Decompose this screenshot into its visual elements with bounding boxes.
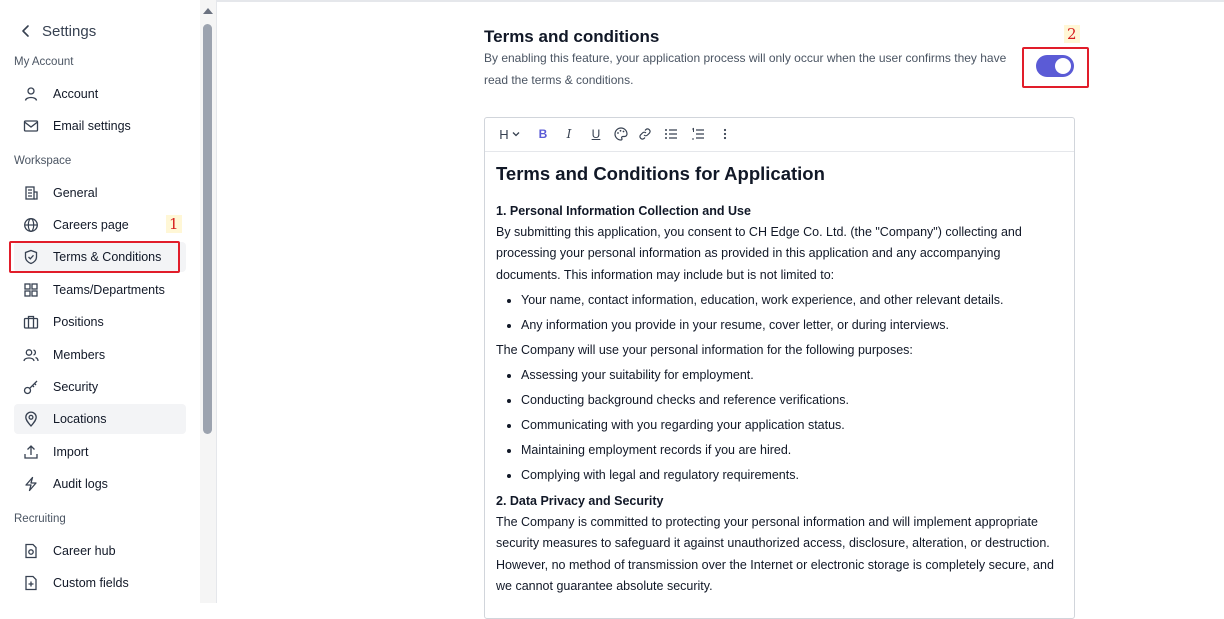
terms-editor[interactable] <box>484 117 1075 619</box>
editor-toolbar <box>485 118 1074 152</box>
sidebar-divider <box>216 0 217 603</box>
scroll-up-arrow-icon[interactable] <box>203 8 213 14</box>
sidebar-item-career-hub[interactable] <box>14 536 186 566</box>
sidebar-item-label: Terms & Conditions <box>53 250 162 264</box>
sidebar-item-teams-departments[interactable] <box>14 275 186 305</box>
page-title: Terms and conditions <box>484 27 660 46</box>
underline-icon[interactable]: U <box>591 127 601 141</box>
sidebar-item-label: Teams/Departments <box>53 283 165 297</box>
paragraph: The Company will use your personal information for the following purposes: <box>496 342 913 357</box>
paragraph: The Company is committed to protecting your personal information and will implement appropriate security measures to safeguard it against unauthorized access, disclosure, alteration, or destruction. However, no method of transmission over the Internet or electronic storage is completely secure, and we cannot guarantee absolute security. <box>496 515 1054 594</box>
sidebar-item-careers-page[interactable] <box>14 210 186 240</box>
document-title: Terms and Conditions for Application <box>496 163 825 184</box>
sidebar-item-label: Positions <box>53 315 104 329</box>
custom-fields-icon <box>23 575 39 591</box>
section-workspace: Workspace <box>14 155 72 167</box>
sidebar-item-positions[interactable] <box>14 307 186 337</box>
sidebar-item-label: Security <box>53 380 99 394</box>
bolt-icon <box>23 476 39 492</box>
sidebar-item-members[interactable] <box>14 340 186 370</box>
settings-sidebar <box>0 0 200 603</box>
sidebar-item-audit-logs[interactable] <box>14 469 186 499</box>
annotation-box-2 <box>1022 47 1089 88</box>
palette-icon[interactable] <box>613 126 629 142</box>
list-item: • Your name, contact information, education, work experience, and other relevant details. <box>521 288 1061 313</box>
sidebar-item-import[interactable] <box>14 437 186 467</box>
sidebar-item-label: Account <box>53 87 99 101</box>
users-icon <box>23 347 39 363</box>
list-item: • Assessing your suitability for employment. <box>521 363 1061 388</box>
bullet-list <box>496 288 1061 338</box>
sidebar-item-label: Career hub <box>53 544 116 558</box>
more-icon[interactable] <box>717 126 733 142</box>
sidebar-item-label: Audit logs <box>53 477 108 491</box>
page-description: By enabling this feature, your application process will only occur when the user confirms they have read the terms & conditions. <box>484 51 1007 87</box>
briefcase-icon <box>23 314 39 330</box>
scrollbar-thumb[interactable] <box>203 24 212 434</box>
upload-icon <box>23 444 39 460</box>
link-icon[interactable] <box>637 126 653 142</box>
settings-title: Settings <box>42 22 97 40</box>
sidebar-item-label: Careers page <box>53 218 129 232</box>
chevron-down-icon <box>511 129 521 139</box>
section-heading: 1. Personal Information Collection and Use <box>496 204 751 218</box>
sidebar-item-custom-fields[interactable] <box>14 568 186 598</box>
bullet-list <box>496 363 1061 488</box>
list-item: • Maintaining employment records if you are hired. <box>521 438 1061 463</box>
annotation-number-1: 1 <box>166 215 182 233</box>
sidebar-item-label: Members <box>53 348 106 362</box>
grid-icon <box>23 282 39 298</box>
sidebar-item-label: Email settings <box>53 119 131 133</box>
sidebar-item-label: Locations <box>53 412 107 426</box>
heading-label: H <box>499 126 509 142</box>
heading-dropdown[interactable] <box>497 126 523 142</box>
section-recruiting: Recruiting <box>14 513 66 525</box>
career-hub-icon <box>23 543 39 559</box>
paragraph: By submitting this application, you consent to CH Edge Co. Ltd. (the "Company") collecting and processing your personal information as provided in this application and any accompanying documents. This information may include but is not limited to: <box>496 225 1022 282</box>
annotation-box-1 <box>9 241 180 273</box>
key-icon <box>23 379 39 395</box>
sidebar-item-label: Import <box>53 445 89 459</box>
sidebar-item-locations[interactable] <box>14 404 186 434</box>
list-item: • Conducting background checks and reference verifications. <box>521 388 1061 413</box>
sidebar-item-email-settings[interactable] <box>14 111 186 141</box>
chevron-left-icon[interactable] <box>18 23 34 39</box>
settings-back-row[interactable] <box>18 20 96 42</box>
list-item: • Complying with legal and regulatory requirements. <box>521 463 1061 488</box>
bold-icon[interactable]: B <box>538 127 548 141</box>
sidebar-item-account[interactable] <box>14 79 186 109</box>
ordered-list-icon[interactable] <box>690 126 706 142</box>
list-item: • Any information you provide in your resume, cover letter, or during interviews. <box>521 313 1061 338</box>
map-pin-icon <box>23 411 39 427</box>
editor-content[interactable] <box>496 158 1061 597</box>
sidebar-item-label: General <box>53 186 98 200</box>
building-icon <box>23 185 39 201</box>
annotation-number-2: 2 <box>1064 25 1080 43</box>
sidebar-item-security[interactable] <box>14 372 186 402</box>
section-heading: 2. Data Privacy and Security <box>496 494 664 509</box>
sidebar-item-label: Custom fields <box>53 576 129 590</box>
list-item: • Communicating with you regarding your application status. <box>521 413 1061 438</box>
mail-icon <box>23 118 39 134</box>
italic-icon[interactable]: I <box>566 127 572 141</box>
sidebar-item-general[interactable] <box>14 178 186 208</box>
user-icon <box>23 86 39 102</box>
section-my-account: My Account <box>14 56 74 68</box>
bullet-list-icon[interactable] <box>663 126 679 142</box>
globe-icon <box>23 217 39 233</box>
